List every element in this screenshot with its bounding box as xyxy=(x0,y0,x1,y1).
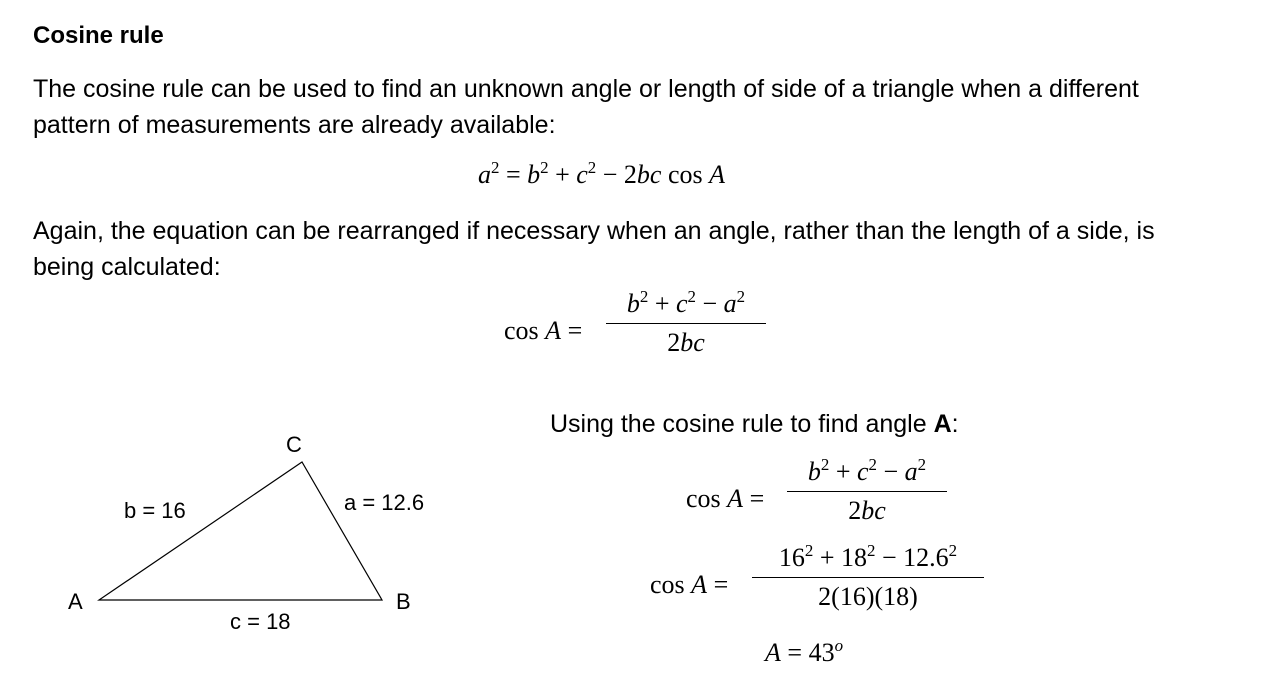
value-c: 18 xyxy=(841,543,868,572)
vertex-label-a: A xyxy=(68,589,83,614)
example-heading-colon: : xyxy=(951,410,959,438)
side-label-b: b = 16 xyxy=(124,498,186,523)
value-b: 16 xyxy=(778,543,805,572)
example-heading-text: Using the cosine rule to find angle xyxy=(550,410,934,438)
intro-paragraph xyxy=(33,71,1139,143)
rearranged-equation-fraction: $b^2 + c^2 - a^2$ 2bc xyxy=(606,289,766,358)
result-value: 43 xyxy=(808,638,835,667)
rearranged-equation-lhs: cos A = xyxy=(504,316,583,345)
intro-line-1: The cosine rule can be used to find an unknown angle or length of side of a triangle when a different xyxy=(33,75,1139,103)
value-a: 12.6 xyxy=(903,543,949,572)
cosine-rule-equation: $a^2 = b^2 + c^2 - 2bc$ cos A xyxy=(478,157,726,189)
example-step2-lhs: cos A = xyxy=(650,570,729,599)
rearrange-line-2: being calculated: xyxy=(33,253,221,281)
section-heading: Cosine rule xyxy=(33,22,164,49)
example-heading xyxy=(550,406,959,442)
rearrange-paragraph xyxy=(33,213,1155,285)
vertex-label-c: C xyxy=(286,432,302,457)
side-label-a: a = 12.6 xyxy=(344,490,425,515)
example-step2-fraction: $16^2 + 18^2 - 12.6^2$ 2(16)(18) xyxy=(752,543,984,612)
intro-line-2: pattern of measurements are already available: xyxy=(33,111,556,139)
example-step1-fraction: $b^2 + c^2 - a^2$ 2bc xyxy=(787,457,947,526)
example-step2-denominator: 2(16)(18) xyxy=(818,582,918,611)
example-result: $A = 43^o$ xyxy=(765,635,844,667)
rearrange-line-1: Again, the equation can be rearranged if necessary when an angle, rather than the length of a side, is xyxy=(33,217,1155,245)
triangle-shape xyxy=(99,462,382,600)
example-step1-lhs: cos A = xyxy=(686,484,765,513)
triangle-diagram xyxy=(0,420,480,650)
side-label-c: c = 18 xyxy=(230,609,291,634)
example-heading-angle: A xyxy=(933,410,952,438)
vertex-label-b: B xyxy=(396,589,411,614)
result-variable: A xyxy=(765,638,781,667)
